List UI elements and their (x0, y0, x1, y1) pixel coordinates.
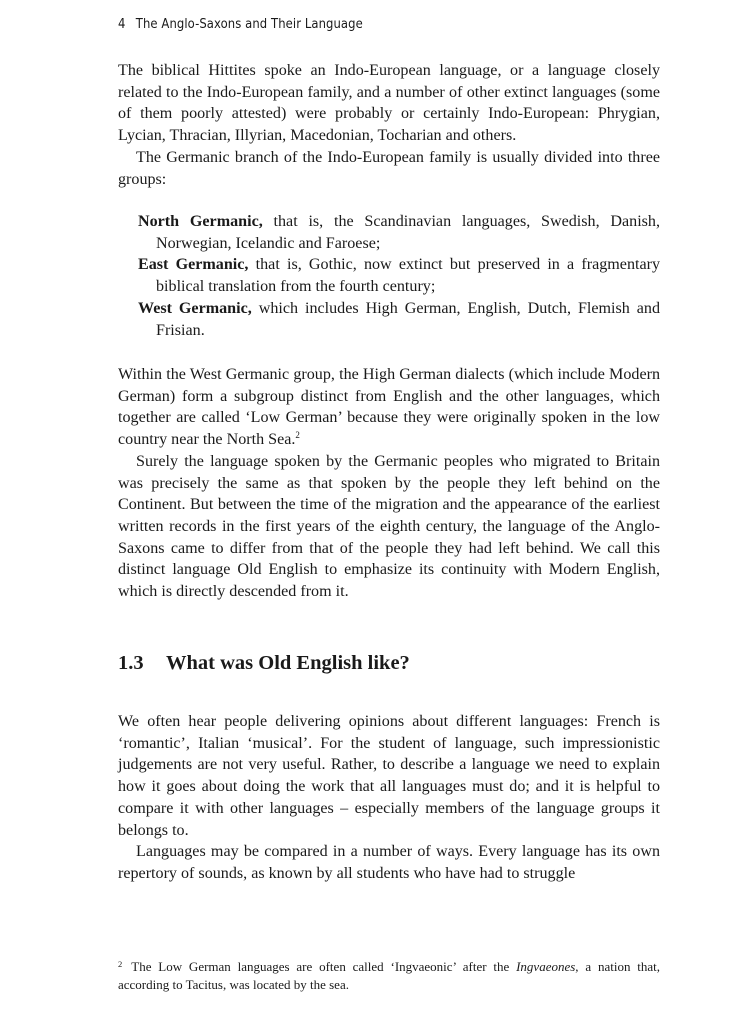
paragraph-opinions: We often hear people delivering opinions about different languages: French is ‘romantic’, Italian ‘musical’. For the student of language, such impressionistic judgements are not very useful. Rather, to describe a language we need to explain how it goes about doing the work that all languages must do; and it is helpful to compare it with other languages – especially members of the language groups it belongs to. (118, 713, 660, 839)
running-head-title: The Anglo-Saxons and Their Language (135, 16, 363, 32)
paragraph-west-germanic (118, 364, 660, 451)
section-heading (118, 652, 410, 675)
paragraph-germanic-branch: The Germanic branch of the Indo-European family is usually divided into three groups: (118, 148, 660, 188)
running-head (118, 16, 363, 32)
footnote-text-after: , a nation that, according to Tacitus, was located by the sea. (118, 959, 661, 992)
footnote-italic-term: Ingvaeones (516, 959, 576, 974)
section-title: What was Old English like? (166, 652, 410, 674)
list-item-west-germanic (138, 298, 660, 341)
footnote (118, 956, 660, 993)
paragraph-west-germanic-text: Within the West Germanic group, the High German dialects (which include Modern German) form a subgroup distinct from English and the other languages, which together are called ‘Low German’ because they were originally spoken in the low country near the North Sea. (118, 366, 660, 449)
page-number: 4 (118, 16, 126, 32)
germanic-groups-list (138, 211, 660, 341)
footnote-number: 2 (118, 959, 123, 969)
paragraph-migration: Surely the language spoken by the Germanic peoples who migrated to Britain was precisely the same as that spoken by the people they left behind on the Continent. But between the time of the migration and the appearance of the earliest written records in the first years of the eighth century, the language of the Anglo-Saxons came to differ from that of the people they had left behind. We call this distinct language Old English to emphasize its continuity with Modern English, which is directly descended from it. (118, 452, 660, 601)
list-item-description: that is, Gothic, now extinct but preserved in a fragmentary biblical translation from the fourth century; (156, 256, 661, 296)
west-germanic-paragraphs (118, 364, 660, 603)
list-item-north-germanic (138, 211, 660, 254)
paragraph-hittites: The biblical Hittites spoke an Indo-European language, or a language closely related to the Indo-European family, and a number of other extinct languages (some of them poorly attested) were probably or certainly Indo-European: Phrygian, Lycian, Thracian, Illyrian, Macedonian, Tocharian and others. (118, 62, 660, 145)
list-item-east-germanic (138, 254, 660, 297)
list-item-term: North Germanic, (138, 213, 263, 230)
footnote-reference[interactable]: 2 (295, 430, 300, 441)
paragraph-comparison: Languages may be compared in a number of ways. Every language has its own repertory of sounds, as known by all students who have had to struggle (118, 843, 660, 882)
section-number: 1.3 (118, 652, 144, 674)
list-item-description: which includes High German, English, Dutch, Flemish and Frisian. (156, 299, 660, 339)
list-item-term: West Germanic, (138, 299, 252, 317)
footnote-text-before: The Low German languages are often called ‘Ingvaeonic’ after the (131, 959, 510, 974)
list-item-description: that is, the Scandinavian languages, Swedish, Danish, Norwegian, Icelandic and Faroese; (156, 213, 660, 252)
list-item-term: East Germanic, (138, 256, 249, 274)
opening-paragraphs (118, 60, 660, 190)
section-body (118, 711, 660, 885)
